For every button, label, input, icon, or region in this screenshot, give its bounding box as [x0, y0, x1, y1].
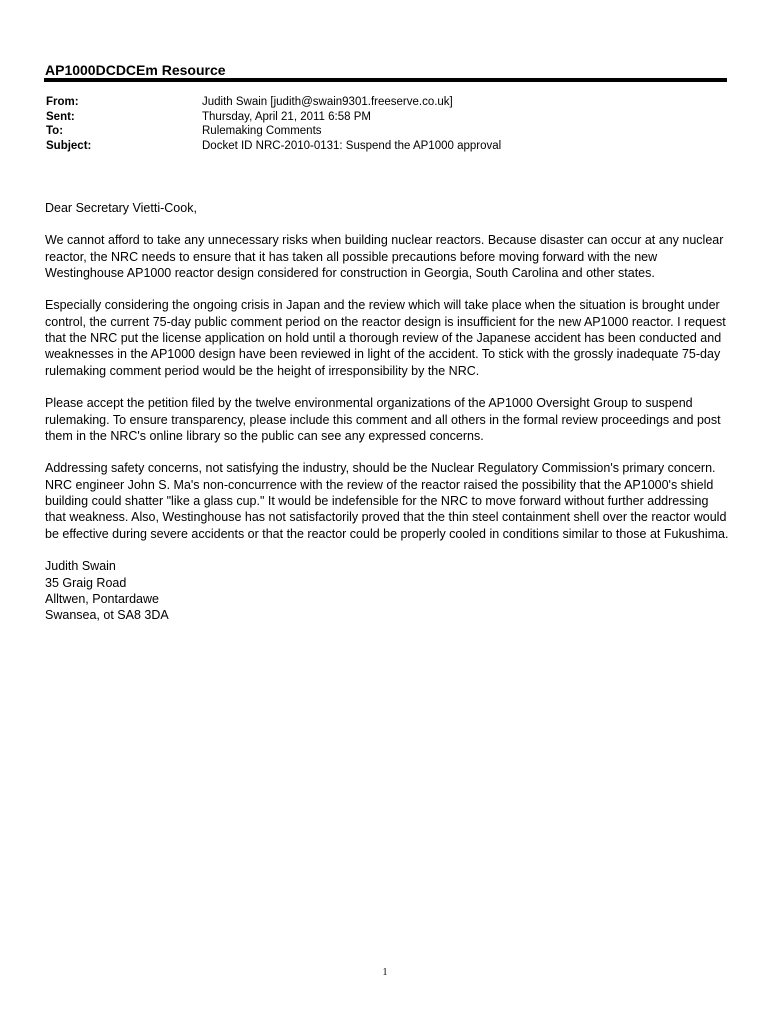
- signature-address-line-1: 35 Graig Road: [45, 575, 127, 590]
- signature-name: Judith Swain: [45, 559, 116, 574]
- header-row-to: [46, 124, 501, 139]
- title-divider: [44, 78, 727, 82]
- body-paragraph-3: Please accept the petition filed by the twelve environmental organizations of the AP1000 Oversight Group to suspend rulemaking. To ensure transparency, please include this comment and all others in the formal review proceedings and post them in the NRC's online library so the public can see any expressed concerns.: [45, 396, 721, 443]
- page-number: 1: [382, 967, 388, 978]
- signature-block: [45, 558, 729, 623]
- from-label: From:: [46, 96, 79, 108]
- body-paragraph-1: We cannot afford to take any unnecessary risks when building nuclear reactors. Because disaster can occur at any nuclear reactor, the NRC needs to ensure that it has taken all possible precautions before moving forward with the new Westinghouse AP1000 reactor design considered for construction in Georgia, South Carolina and other states.: [45, 233, 724, 280]
- header-row-sent: [46, 110, 501, 125]
- signature-address-line-2: Alltwen, Pontardawe: [45, 591, 159, 606]
- signature-address-line-3: Swansea, ot SA8 3DA: [45, 608, 169, 623]
- body-paragraph-2: Especially considering the ongoing crisis in Japan and the review which will take place when the situation is brought under control, the current 75-day public comment period on the reactor design is insufficient for the new AP1000 reactor. I request that the NRC put the license application on hold until a thorough review of the Japanese accident has been conducted and weaknesses in the AP1000 design have been reviewed in light of the accident. To stick with the grossly inadequate 75-day rulemaking comment period would be the height of irresponsibility by the NRC.: [45, 298, 726, 378]
- sent-value: Thursday, April 21, 2011 6:58 PM: [202, 110, 371, 123]
- to-value: Rulemaking Comments: [202, 125, 322, 137]
- to-label: To:: [46, 125, 64, 137]
- greeting: Dear Secretary Vietti-Cook,: [45, 201, 197, 215]
- body-paragraph-4: Addressing safety concerns, not satisfying the industry, should be the Nuclear Regulatory Commission's primary concern. NRC engineer John S. Ma's non-concurrence with the review of the reactor raised the possibility that the AP1000's shield building could shatter "like a glass cup." It would be indefensible for the NRC to move forward without further addressing that weakness. Also, Westinghouse has not satisfactorily proved that the thin steel containment shell over the reactor would be effective during severe accidents or that the reactor could be properly cooled in conditions similar to those at Fukushima.: [45, 461, 729, 541]
- header-row-from: [46, 95, 501, 110]
- subject-value: Docket ID NRC-2010-0131: Suspend the AP1000 approval: [202, 139, 502, 152]
- subject-label: Subject:: [46, 139, 92, 152]
- header-row-subject: [46, 139, 501, 154]
- message-body: [45, 200, 729, 623]
- email-header: [46, 95, 501, 153]
- resource-title: AP1000DCDCEm Resource: [45, 62, 226, 78]
- sent-label: Sent:: [46, 110, 75, 123]
- from-value: Judith Swain [judith@swain9301.freeserve.co.uk]: [202, 96, 453, 108]
